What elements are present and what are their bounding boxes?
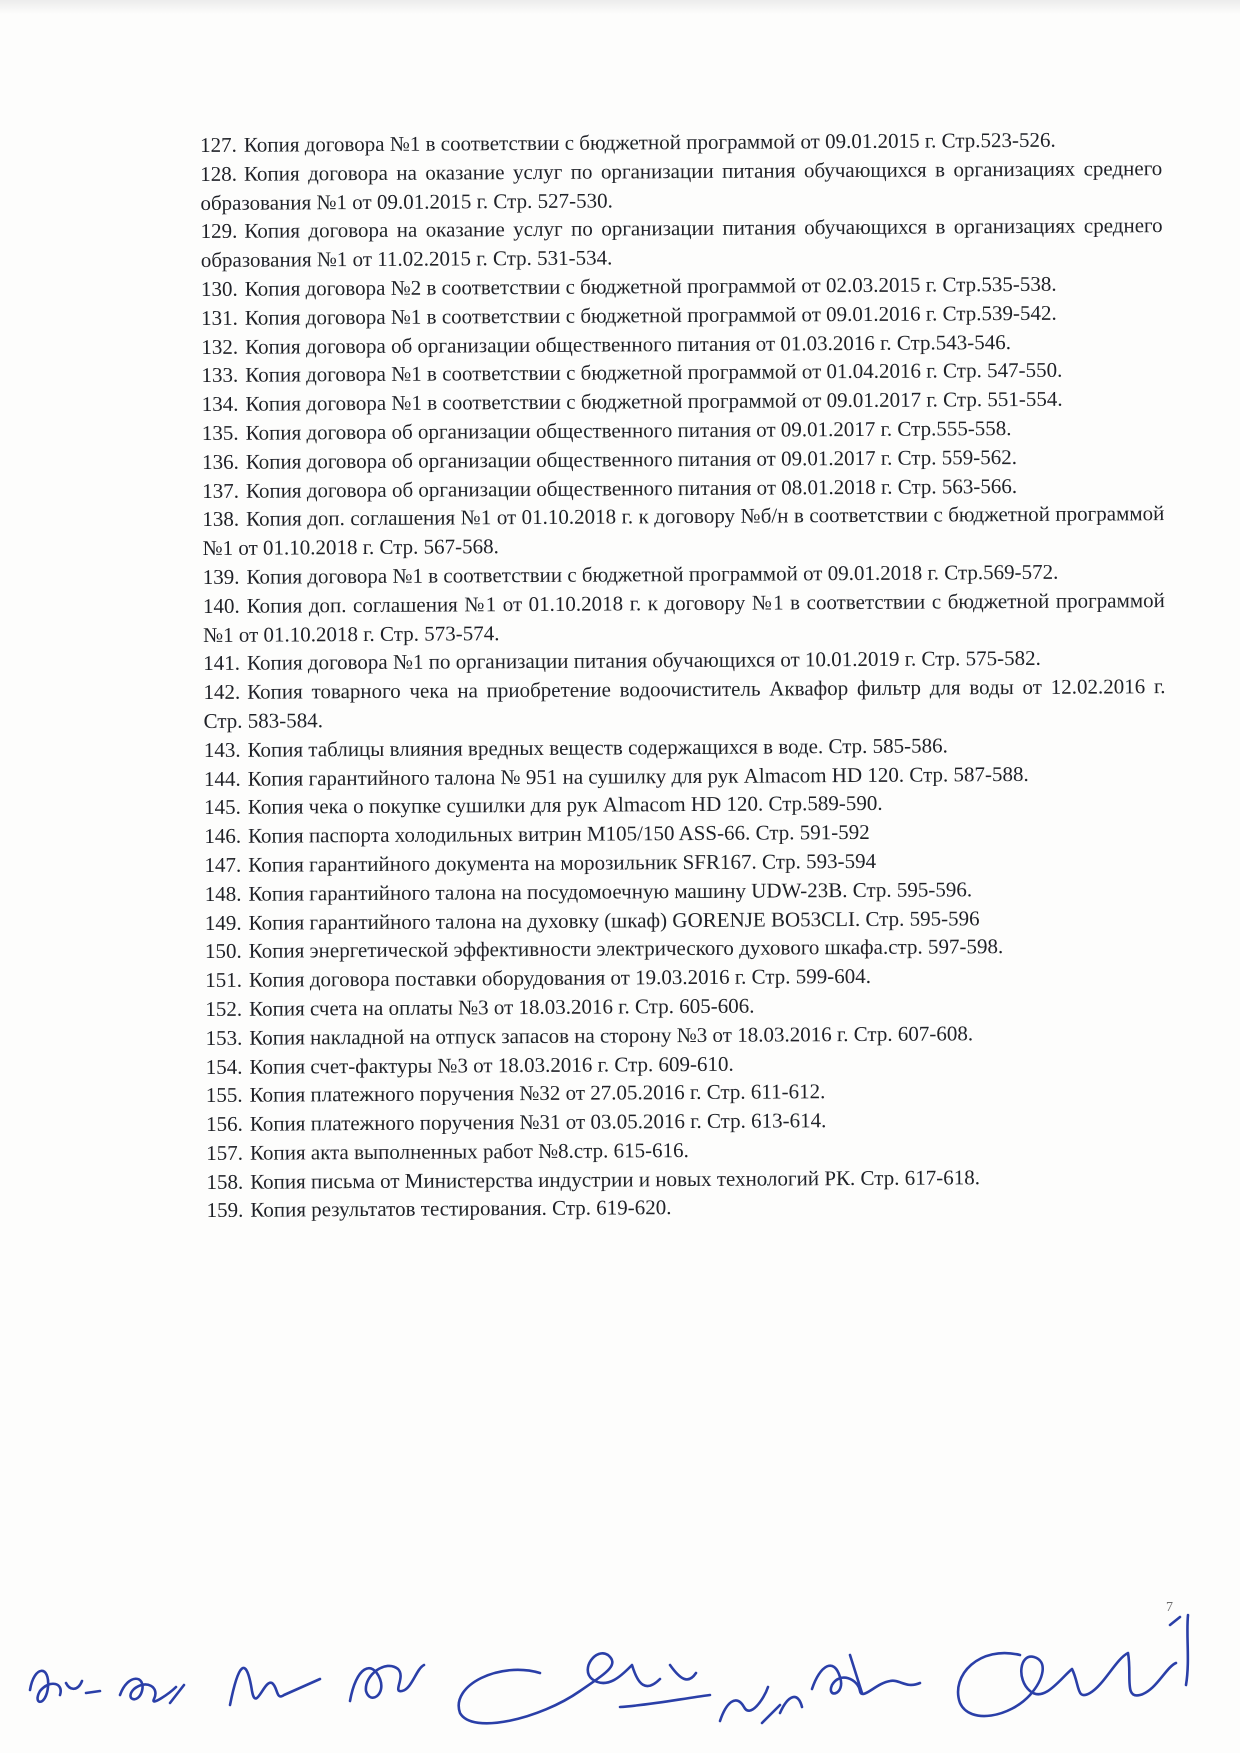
item-text: Копия гарантийного талона № 951 на сушилку для рук Almacom HD 120. Стр. 587-588. <box>247 761 1029 791</box>
list-item <box>202 499 1164 562</box>
item-text: Копия договора №1 в соответствии с бюджетной программой от 09.01.2017 г. Стр. 551-554. <box>245 386 1063 416</box>
signature-6 <box>720 1687 802 1723</box>
item-text: Копия договора №1 в соответствии с бюджетной программой от 01.04.2016 г. Стр. 547-550. <box>245 358 1063 388</box>
item-number: 127. <box>200 132 237 157</box>
item-text: Копия платежного поручения №32 от 27.05.2016 г. Стр. 611-612. <box>249 1079 826 1108</box>
item-text: Копия письма от Министерства индустрии и новых технологий РК. Стр. 617-618. <box>250 1164 980 1194</box>
item-number: 155. <box>205 1083 243 1108</box>
item-number: 147. <box>204 852 242 877</box>
item-text: Копия доп. соглашения №1 от 01.10.2018 г. к договору №б/н в соответствии с бюджетной программой №1 от 01.10.2018 г. Стр. 567-568. <box>202 501 1165 561</box>
item-number: 139. <box>202 564 240 589</box>
list-item <box>201 212 1163 275</box>
item-text: Копия договора №1 в соответствии с бюджетной программой от 09.01.2015 г. Стр.523-526. <box>243 127 1056 157</box>
item-number: 148. <box>204 881 242 906</box>
signature-3 <box>230 1668 320 1705</box>
signature-2 <box>120 1679 184 1703</box>
item-number: 129. <box>200 219 238 244</box>
item-number: 156. <box>205 1111 243 1137</box>
item-text: Копия доп. соглашения №1 от 01.10.2018 г. к договору №1 в соответствии с бюджетной программой №1 от 01.10.2018 г. Стр. 573-574. <box>203 587 1165 647</box>
item-text: Копия результатов тестирования. Стр. 619-620. <box>250 1195 672 1223</box>
item-number: 154. <box>205 1054 243 1079</box>
item-number: 131. <box>201 305 238 330</box>
item-text: Копия гарантийного документа на морозильник SFR167. Стр. 593-594 <box>248 848 877 877</box>
signature-8 <box>958 1653 1176 1716</box>
item-number: 132. <box>201 334 239 359</box>
signatures-row <box>20 1595 1220 1735</box>
signature-1 <box>30 1671 100 1702</box>
item-number: 136. <box>201 449 239 474</box>
item-number: 157. <box>206 1140 244 1165</box>
page-number-mark: 7 <box>1166 1600 1173 1615</box>
scan-edge-shadow <box>0 0 1240 14</box>
list-item <box>201 298 1163 333</box>
item-number: 130. <box>200 276 238 301</box>
item-text: Копия накладной на отпуск запасов на сторону №3 от 18.03.2016 г. Стр. 607-608. <box>249 1020 974 1050</box>
item-text: Копия договора №1 по организации питания обучающихся от 10.01.2019 г. Стр. 575-582. <box>246 646 1041 676</box>
item-number: 128. <box>200 161 238 186</box>
item-text: Копия договора №1 в соответствии с бюджетной программой от 09.01.2018 г. Стр.569-572. <box>246 559 1059 589</box>
item-number: 151. <box>205 967 243 993</box>
list-item <box>203 586 1165 649</box>
item-text: Копия договора поставки оборудования от 19.03.2016 г. Стр. 599-604. <box>248 964 872 992</box>
item-text: Копия платежного поручения №31 от 03.05.2016 г. Стр. 613-614. <box>249 1108 827 1136</box>
item-text: Копия договора об организации общественного питания от 08.01.2018 г. Стр. 563-566. <box>245 473 1018 503</box>
item-number: 158. <box>206 1169 244 1194</box>
item-text: Копия договора №2 в соответствии с бюджетной программой от 02.03.2015 г. Стр.535-538. <box>244 271 1057 301</box>
list-item <box>202 384 1164 419</box>
item-number: 133. <box>201 363 239 388</box>
list-item <box>203 672 1165 735</box>
item-text: Копия чека о покупке сушилки для рук Almacom HD 120. Стр.589-590. <box>247 791 883 820</box>
item-text: Копия счета на оплаты №3 от 18.03.2016 г. Стр. 605-606. <box>249 993 755 1021</box>
signature-8-tail <box>1170 1615 1188 1685</box>
item-text: Копия акта выполненных работ №8.стр. 615-616. <box>249 1137 689 1165</box>
item-number: 144. <box>203 766 241 791</box>
signature-4 <box>350 1665 424 1701</box>
item-text: Копия договора на оказание услуг по организации питания обучающихся в организациях среднего образования №1 от 11.02.2015 г. Стр. 531-534. <box>200 213 1163 273</box>
signatures-svg <box>20 1595 1220 1735</box>
item-text: Копия договора №1 в соответствии с бюджетной программой от 09.01.2016 г. Стр.539-542. <box>244 300 1057 330</box>
item-number: 140. <box>202 593 240 618</box>
item-text: Копия договора об организации общественного питания от 09.01.2017 г. Стр.555-558. <box>245 416 1012 445</box>
item-text: Копия счет-фактуры №3 от 18.03.2016 г. Стр. 609-610. <box>249 1051 734 1079</box>
item-number: 152. <box>205 996 243 1021</box>
item-number: 145. <box>204 795 241 820</box>
item-number: 142. <box>203 679 241 705</box>
item-number: 137. <box>202 478 240 503</box>
document-list <box>200 125 1169 1225</box>
item-number: 153. <box>205 1025 243 1050</box>
item-text: Копия таблицы влияния вредных веществ содержащихся в воде. Стр. 585-586. <box>247 733 948 762</box>
item-text: Копия договора об организации общественного питания от 09.01.2017 г. Стр. 559-562. <box>245 444 1018 474</box>
item-number: 134. <box>201 391 239 417</box>
item-number: 146. <box>204 823 242 849</box>
signature-7 <box>812 1655 920 1694</box>
item-text: Копия договора об организации общественного питания от 01.03.2016 г. Стр.543-546. <box>244 329 1012 359</box>
item-number: 135. <box>201 420 239 445</box>
list-item <box>207 1191 1169 1226</box>
signature-5 <box>459 1653 710 1723</box>
item-text: Копия договора на оказание услуг по организации питания обучающихся в организациях среднего образования №1 от 09.01.2015 г. Стр. 527-530. <box>200 155 1163 215</box>
item-number: 143. <box>203 737 241 762</box>
item-number: 138. <box>202 507 240 532</box>
item-number: 141. <box>203 651 241 676</box>
item-text: Копия гарантийного талона на посудомоечную машину UDW-23B. Стр. 595-596. <box>248 877 973 906</box>
item-text: Копия товарного чека на приобретение водоочиститель Аквафор фильтр для воды от 12.02.2016 г. Стр. 583-584. <box>203 674 1166 733</box>
item-text: Копия гарантийного талона на духовку (шкаф) GORENJE BO53CLI. Стр. 595-596 <box>248 905 980 935</box>
item-number: 150. <box>204 939 242 964</box>
item-number: 159. <box>206 1198 244 1223</box>
item-number: 149. <box>204 910 242 935</box>
list-item <box>200 154 1162 217</box>
item-text: Копия паспорта холодильных витрин M105/150 ASS-66. Стр. 591-592 <box>247 820 870 848</box>
item-text: Копия энергетической эффективности электрического духового шкафа.стр. 597-598. <box>248 934 1004 964</box>
